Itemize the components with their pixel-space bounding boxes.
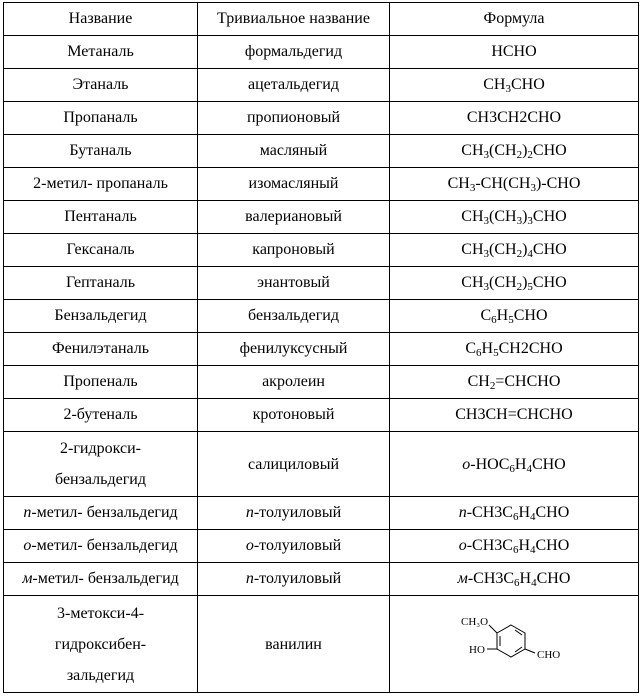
name-cell: Бензальдегид — [4, 300, 198, 333]
name-cell: 2-бутеналь — [4, 399, 198, 432]
trivial-cell: капроновый — [198, 234, 390, 267]
trivial-cell: п-толуиловый — [198, 563, 390, 596]
name-cell: Бутаналь — [4, 135, 198, 168]
table-row — [4, 69, 639, 102]
trivial-cell: п-толуиловый — [198, 497, 390, 530]
aldehyde-label: CHO — [537, 649, 561, 661]
formula-cell: $о-HOC_6H_4CHO$ — [390, 432, 639, 497]
header-trivial: Тривиальное название — [198, 3, 390, 36]
name-cell: п-метил- бензальдегид — [4, 497, 198, 530]
trivial-cell: изомасляный — [198, 168, 390, 201]
formula-cell — [390, 399, 639, 432]
name-cell: Метаналь — [4, 36, 198, 69]
name-cell: Гексаналь — [4, 234, 198, 267]
trivial-cell: бензальдегид — [198, 300, 390, 333]
name-cell: 2-метил- пропаналь — [4, 168, 198, 201]
header-row — [4, 3, 639, 36]
name-cell: Пропаналь — [4, 102, 198, 135]
formula-cell: $CH_3-CH(CH_3)$-CHO — [390, 168, 639, 201]
table-row — [4, 399, 639, 432]
table-row — [4, 497, 639, 530]
name-cell: м-метил- бензальдегид — [4, 563, 198, 596]
formula-cell: $п-CH3C_6H_4CHO$ — [390, 497, 639, 530]
formula-text: CH3CH=CHCHO — [455, 406, 573, 423]
formula-cell — [390, 102, 639, 135]
formula-cell: $CH_3(CH_2)_2CHO$ — [390, 135, 639, 168]
table-row — [4, 530, 639, 563]
formula-text: HCHO — [491, 43, 537, 60]
table-row — [4, 366, 639, 399]
table-row — [4, 135, 639, 168]
name-cell: Пропеналь — [4, 366, 198, 399]
formula-cell — [390, 596, 639, 693]
table-row — [4, 333, 639, 366]
formula-text: CH3CH2CHO — [466, 109, 562, 126]
name-cell: Пентаналь — [4, 201, 198, 234]
trivial-cell: валериановый — [198, 201, 390, 234]
formula-cell: $CH_3(CH_3)_3CHO$ — [390, 201, 639, 234]
name-cell: Этаналь — [4, 69, 198, 102]
formula-cell: $C_6H_5CHO$ — [390, 300, 639, 333]
formula-cell — [390, 36, 639, 69]
table-row — [4, 168, 639, 201]
benzene-ring — [497, 625, 525, 657]
table-row — [4, 234, 639, 267]
formula-cell: $CH_2=CHCHO$ — [390, 366, 639, 399]
hydroxy-label: HO — [469, 644, 485, 656]
header-formula: Формула — [390, 3, 639, 36]
methoxy-label: CH₃O — [461, 616, 489, 628]
table-row — [4, 596, 639, 693]
trivial-cell: кротоновый — [198, 399, 390, 432]
trivial-cell: масляный — [198, 135, 390, 168]
trivial-cell: акролеин — [198, 366, 390, 399]
trivial-cell: формальдегид — [198, 36, 390, 69]
header-name: Название — [4, 3, 198, 36]
table-row — [4, 36, 639, 69]
table-row — [4, 102, 639, 135]
formula-cell: $м-CH3C_6H_4CHO$ — [390, 563, 639, 596]
trivial-cell: энантовый — [198, 267, 390, 300]
name-cell: Фенилэтаналь — [4, 333, 198, 366]
table-row — [4, 300, 639, 333]
table-row — [4, 267, 639, 300]
formula-cell: $CH_3CHO$ — [390, 69, 639, 102]
table-row — [4, 432, 639, 497]
table-row — [4, 563, 639, 596]
name-cell: о-метил- бензальдегид — [4, 530, 198, 563]
formula-cell: $CH_3(CH_2)_4CHO$ — [390, 234, 639, 267]
trivial-cell: салициловый — [198, 432, 390, 497]
aldehydes-table — [3, 2, 639, 693]
vanillin-structure — [449, 613, 579, 675]
formula-cell: $CH_3(CH_2)_5CHO$ — [390, 267, 639, 300]
trivial-cell: ванилин — [198, 596, 390, 693]
name-cell: 3-метокси-4- гидроксибен- зальдегид — [4, 596, 198, 693]
trivial-cell: пропионовый — [198, 102, 390, 135]
table-row — [4, 201, 639, 234]
formula-cell: $о-CH3C_6H_4CHO$ — [390, 530, 639, 563]
trivial-cell: о-толуиловый — [198, 530, 390, 563]
name-cell: 2-гидрокси- бензальдегид — [4, 432, 198, 497]
trivial-cell: ацетальдегид — [198, 69, 390, 102]
formula-cell: $C_6H_5CH2CHO$ — [390, 333, 639, 366]
name-cell: Гептаналь — [4, 267, 198, 300]
trivial-cell: фенилуксусный — [198, 333, 390, 366]
